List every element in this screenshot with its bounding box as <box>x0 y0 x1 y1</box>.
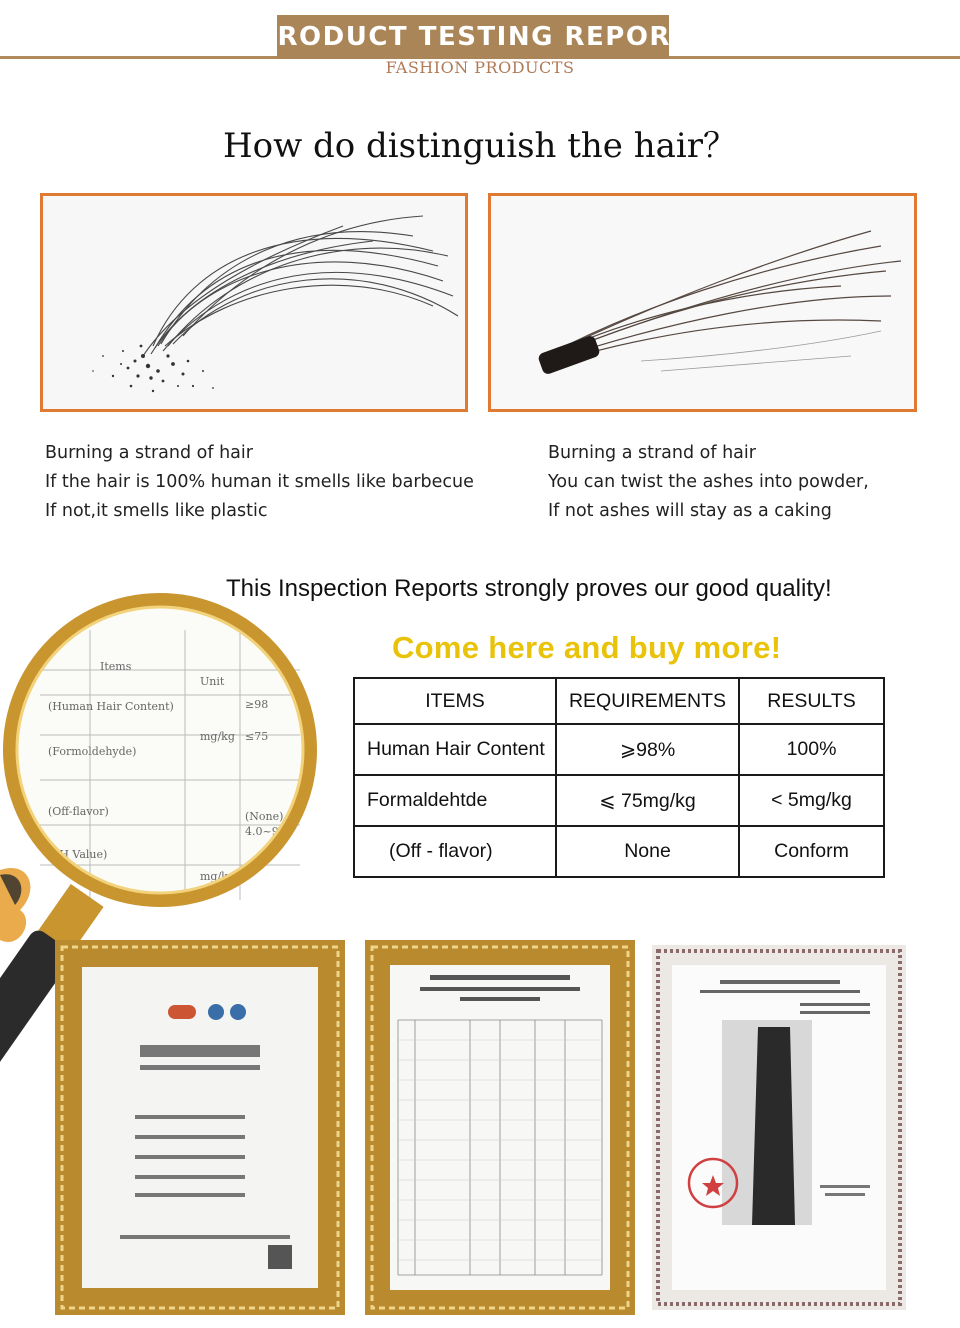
svg-text:Unit: Unit <box>200 675 225 688</box>
svg-text:≤75: ≤75 <box>245 730 269 743</box>
caption-line: Burning a strand of hair <box>548 443 756 463</box>
svg-text:(Formoldehyde): (Formoldehyde) <box>48 745 137 758</box>
spec-table <box>353 677 885 878</box>
svg-text:≥98: ≥98 <box>245 698 269 711</box>
inspection-claim: This Inspection Reports strongly proves our good quality! <box>226 575 832 602</box>
table-cell: None <box>556 826 739 877</box>
svg-text:(Off-flavor): (Off-flavor) <box>48 805 109 818</box>
page-title: PRODUCT TESTING REPORT <box>256 22 690 52</box>
table-cell: 100% <box>739 724 884 775</box>
column-header: REQUIREMENTS <box>556 678 739 724</box>
column-header: ITEMS <box>354 678 556 724</box>
table-row <box>354 826 884 877</box>
svg-text:(Human Hair Content): (Human Hair Content) <box>48 700 174 713</box>
header-banner <box>256 15 690 59</box>
buy-more-cta: Come here and buy more! <box>392 630 782 665</box>
caption-line: Burning a strand of hair <box>45 443 253 463</box>
table-row <box>354 724 884 775</box>
svg-text:4.0~9.0: 4.0~9.0 <box>245 825 290 838</box>
human-hair-photo <box>488 193 917 412</box>
caption-line: If not ashes will stay as a caking <box>548 501 832 521</box>
table-cell: Conform <box>739 826 884 877</box>
table-cell: Human Hair Content <box>354 724 556 775</box>
svg-text:mg/kg: mg/kg <box>200 730 235 743</box>
table-cell: (Off - flavor) <box>354 826 556 877</box>
inspection-certificate-2 <box>365 940 635 1315</box>
table-cell: < 5mg/kg <box>739 775 884 826</box>
burnt-hair-caption <box>45 439 474 526</box>
column-header: RESULTS <box>739 678 884 724</box>
caption-line: If the hair is 100% human it smells like barbecue <box>45 472 474 492</box>
table-row <box>354 775 884 826</box>
page-subtitle: FASHION PRODUCTS <box>385 58 575 77</box>
table-cell: Formaldehtde <box>354 775 556 826</box>
table-cell: ⩾98% <box>556 724 739 775</box>
inspection-certificate-3 <box>652 945 906 1310</box>
caption-line: You can twist the ashes into powder, <box>548 472 869 492</box>
certificates-row <box>0 935 960 1324</box>
caption-line: If not,it smells like plastic <box>45 501 268 521</box>
table-header-row <box>354 678 884 724</box>
human-hair-caption <box>548 439 869 526</box>
svg-text:(pH Value): (pH Value) <box>48 848 108 861</box>
svg-text:(None): (None) <box>245 810 284 823</box>
table-cell: ⩽ 75mg/kg <box>556 775 739 826</box>
svg-text:mg/kg: mg/kg <box>200 870 235 883</box>
inspection-certificate-1 <box>55 940 345 1315</box>
svg-text:Items: Items <box>100 660 132 673</box>
burnt-hair-photo <box>40 193 468 412</box>
section-question: How do distinguish the hair？ <box>222 126 738 166</box>
